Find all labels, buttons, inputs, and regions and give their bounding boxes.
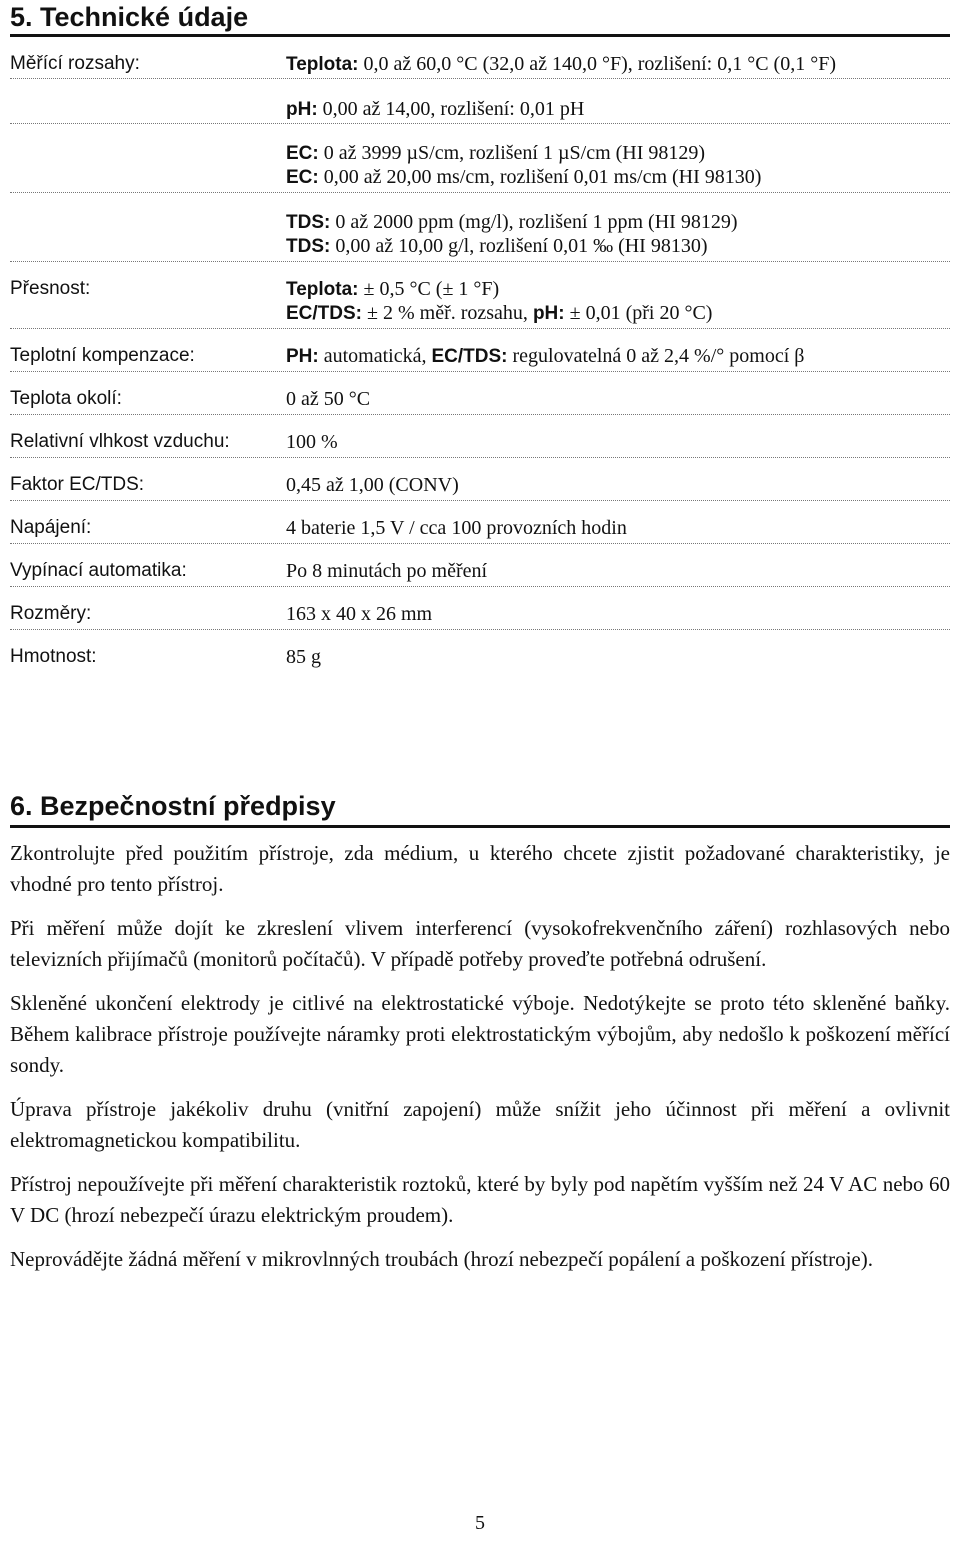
spec-label-compensation: Teplotní kompenzace: <box>10 345 195 366</box>
spec-row-ambient <box>10 387 950 415</box>
spec-value-ranges-tds: TDS: 0 až 2000 ppm (mg/l), rozlišení 1 ppm (HI 98129) TDS: 0,00 až 10,00 g/l, rozlišení 0,01 ‰ (HI 98130) <box>286 211 738 257</box>
spec-value-factor: 0,45 až 1,00 (CONV) <box>286 474 459 496</box>
safety-paragraphs <box>10 838 950 1288</box>
spec-row-accuracy <box>10 277 950 329</box>
spec-label-accuracy: Přesnost: <box>10 278 91 299</box>
safety-paragraph: Skleněné ukončení elektrody je citlivé na elektrostatické výboje. Nedotýkejte se proto této skleněné baňky. Během kalibrace přístroje používejte náramky proti elektrostatickým výbojům, aby nedošlo k poškození měřící sondy. <box>10 991 950 1077</box>
section-title-safety: 6. Bezpečnostní předpisy <box>10 787 950 828</box>
section-title-technical-data: 5. Technické údaje <box>10 0 950 37</box>
spec-label-power: Napájení: <box>10 517 92 538</box>
spec-value-ranges-temp: Teplota: 0,0 až 60,0 °C (32,0 až 140,0 °F), rozlišení: 0,1 °C (0,1 °F) <box>286 53 836 75</box>
spec-label-factor: Faktor EC/TDS: <box>10 474 145 495</box>
spec-row-factor <box>10 473 950 501</box>
spec-row-ranges-temp <box>10 52 950 79</box>
spec-label-ranges: Měřící rozsahy: <box>10 53 140 74</box>
spec-value-accuracy: Teplota: ± 0,5 °C (± 1 °F) EC/TDS: ± 2 % měř. rozsahu, pH: ± 0,01 (při 20 °C) <box>286 278 713 324</box>
spec-row-ranges-ph <box>10 97 950 124</box>
spec-label-humidity: Relativní vlhkost vzduchu: <box>10 431 230 452</box>
spec-row-weight <box>10 645 950 672</box>
spec-label-ambient: Teplota okolí: <box>10 388 122 409</box>
spec-row-autooff <box>10 559 950 587</box>
spec-row-ranges-ec <box>10 141 950 193</box>
safety-paragraph: Při měření může dojít ke zkreslení vlivem interferencí (vysokofrekvenčního záření) rozhlasových nebo televizních přijímačů (monitorů počítačů). V případě potřeby proveďte potřebná odrušení. <box>10 916 950 971</box>
spec-value-compensation: PH: automatická, EC/TDS: regulovatelná 0 až 2,4 %/° pomocí β <box>286 345 805 367</box>
spec-row-humidity <box>10 430 950 458</box>
page-number: 5 <box>475 1512 485 1534</box>
spec-value-ambient: 0 až 50 °C <box>286 388 371 410</box>
spec-row-dimensions <box>10 602 950 630</box>
spec-row-compensation <box>10 344 950 372</box>
spec-value-dimensions: 163 x 40 x 26 mm <box>286 603 433 625</box>
spec-row-power <box>10 516 950 544</box>
safety-paragraph: Neprovádějte žádná měření v mikrovlnných troubách (hrozí nebezpečí popálení a poškození přístroje). <box>10 1247 873 1271</box>
spec-label-autooff: Vypínací automatika: <box>10 560 187 581</box>
spec-label-dimensions: Rozměry: <box>10 603 92 624</box>
spec-table <box>10 52 950 672</box>
spec-label-weight: Hmotnost: <box>10 646 97 667</box>
safety-paragraph: Úprava přístroje jakékoliv druhu (vnitřní zapojení) může snížit jeho účinnost při měření a ovlivnit elektromagnetickou kompatibilitu. <box>10 1097 950 1152</box>
spec-value-ranges-ph: pH: 0,00 až 14,00, rozlišení: 0,01 pH <box>286 98 585 120</box>
spec-value-power: 4 baterie 1,5 V / cca 100 provozních hodin <box>286 517 627 539</box>
safety-paragraph: Přístroj nepoužívejte při měření charakteristik roztoků, které by byly pod napětím vyšším než 24 V AC nebo 60 V DC (hrozí nebezpečí úrazu elektrickým proudem). <box>10 1172 950 1227</box>
spec-value-ranges-ec: EC: 0 až 3999 µS/cm, rozlišení 1 µS/cm (HI 98129) EC: 0,00 až 20,00 ms/cm, rozlišení 0,01 ms/cm (HI 98130) <box>286 142 762 188</box>
spec-value-humidity: 100 % <box>286 431 338 453</box>
spec-value-weight: 85 g <box>286 646 321 668</box>
safety-paragraph: Zkontrolujte před použitím přístroje, zda médium, u kterého chcete zjistit požadované charakteristiky, je vhodné pro tento přístroj. <box>10 841 950 896</box>
spec-row-ranges-tds <box>10 210 950 262</box>
spec-value-autooff: Po 8 minutách po měření <box>286 560 488 582</box>
